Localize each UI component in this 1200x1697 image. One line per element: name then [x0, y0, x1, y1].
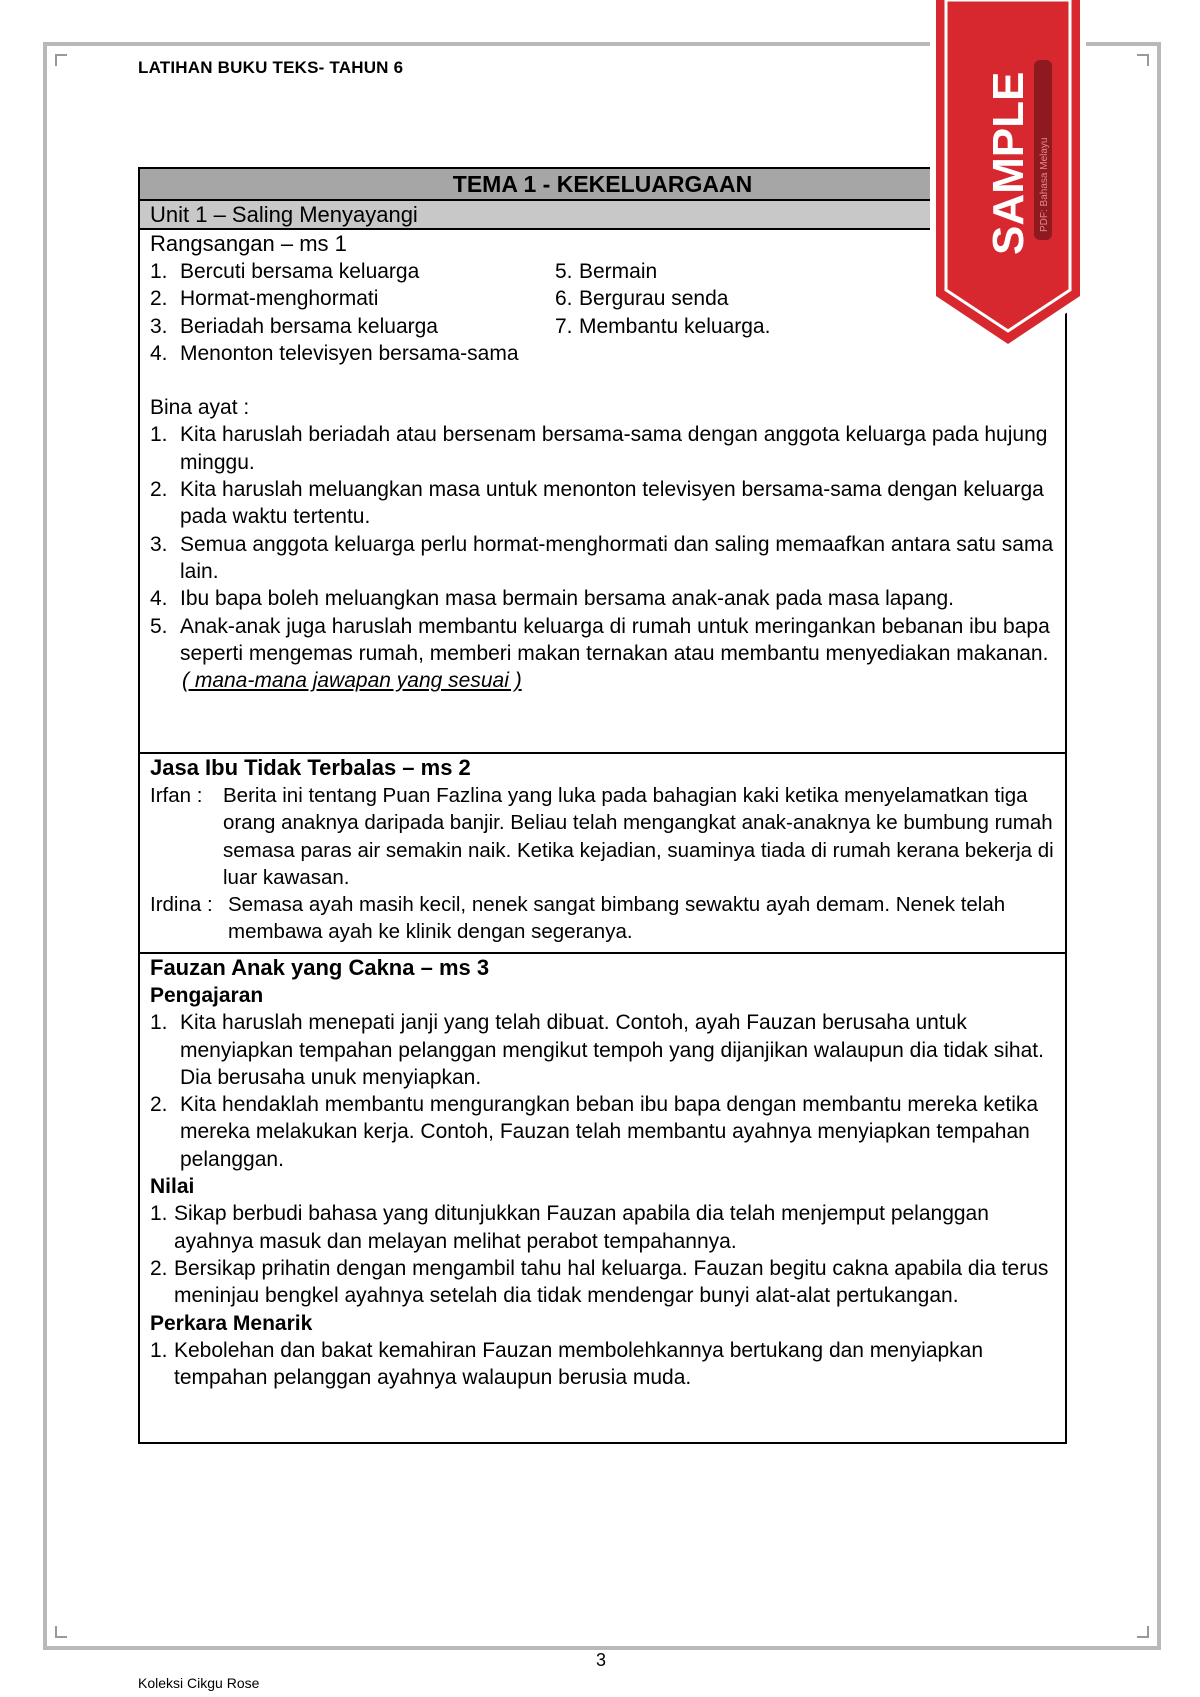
item-text: Kita haruslah beriadah atau bersenam bersama-sama dengan anggota keluarga pada hujung minggu. [180, 423, 1048, 474]
item-text: Menonton televisyen bersama-sama [180, 341, 519, 365]
item-text: Hormat-menghormati [180, 287, 379, 311]
dialog-text: Berita ini tentang Puan Fazlina yang luka pada bahagian kaki ketika menyelamatkan tiga orang anaknya daripada banjir. Beliau telah mengangkat anak-anaknya ke bumbung rumah semasa paras air semakin naik. Ketika kejadian, suaminya tiada di rumah kerana bekerja di luar kawasan. [223, 784, 1054, 889]
list-item [150, 1009, 1057, 1091]
item-number: 5. [555, 260, 573, 283]
list-item [150, 1255, 1057, 1310]
item-text: Ibu bapa boleh meluangkan masa bermain bersama anak-anak pada masa lapang. [180, 587, 955, 611]
nilai-label: Nilai [150, 1175, 195, 1199]
list-item [150, 613, 1057, 668]
item-text: Bergurau senda [579, 287, 729, 311]
crop-mark [55, 54, 67, 66]
dialog-irfan [150, 782, 1057, 891]
section-title: Fauzan Anak yang Cakna – ms 3 [150, 955, 490, 980]
list-item [150, 313, 555, 340]
crop-mark [55, 1626, 67, 1638]
section-title: Jasa Ibu Tidak Terbalas – ms 2 [150, 755, 471, 780]
dialog-text: Semasa ayah masih kecil, nenek sangat bimbang sewaktu ayah demam. Nenek telah membawa ayah ke klinik dengan segeranya. [228, 893, 1006, 944]
footer-credit: Koleksi Cikgu Rose [138, 1675, 260, 1691]
bina-ayat-list [150, 421, 1057, 667]
item-text: Anak-anak juga haruslah membantu keluarga di rumah untuk meringankan bebanan ibu bapa seperti mengemas rumah, memberi makan ternakan atau membantu menyediakan makanan. [180, 614, 1050, 665]
item-number: 2. [150, 1093, 168, 1117]
item-number: 1. [150, 260, 168, 283]
list-item [150, 421, 1057, 476]
item-number: 1. [150, 1202, 168, 1226]
item-text: Beriadah bersama keluarga [180, 314, 438, 338]
item-text: Bermain [579, 260, 658, 283]
item-number: 1. [150, 1011, 168, 1035]
bina-ayat-label: Bina ayat : [150, 396, 250, 420]
perkara-menarik-list [150, 1337, 1057, 1392]
item-text: Membantu keluarga. [579, 314, 771, 338]
page-number: 3 [596, 1650, 607, 1670]
pengajaran-label: Pengajaran [150, 984, 264, 1007]
list-item [150, 1091, 1057, 1173]
theme-title: TEMA 1 - KEKELUARGAAN [140, 169, 1065, 201]
item-text: Bersikap prihatin dengan mengambil tahu hal keluarga. Fauzan begitu cakna apabila dia terus meninjau bengkel ayahnya setelah dia tidak mendengar bunyi alat-alat pertukangan. [174, 1256, 1049, 1308]
section-title: Rangsangan – ms 1 [150, 231, 347, 256]
item-text: Bercuti bersama keluarga [180, 260, 420, 283]
document-header: LATIHAN BUKU TEKS- TAHUN 6 [138, 58, 404, 77]
item-number: 2. [150, 1256, 168, 1280]
item-number: 6. [555, 287, 573, 311]
section-fauzan [140, 952, 1065, 1391]
list-item [150, 1200, 1057, 1255]
list-item [150, 285, 555, 312]
speaker-label: Irdina : [150, 893, 213, 917]
unit-title: Unit 1 – Saling Menyayangi [140, 201, 1065, 230]
item-number: 2. [150, 287, 168, 311]
item-number: 4. [150, 341, 168, 365]
item-number: 5. [150, 614, 168, 638]
list-item [150, 531, 1057, 586]
list-item [150, 258, 555, 285]
dialog-irdina [150, 891, 1057, 946]
item-text: Kita haruslah meluangkan masa untuk menonton televisyen bersama-sama dengan keluarga pada waktu tertentu. [180, 478, 1044, 529]
content-table [138, 167, 1067, 1444]
item-text: Kita haruslah menepati janji yang telah dibuat. Contoh, ayah Fauzan berusaha untuk menyiapkan tempahan pelanggan mengikut tempoh yang dijanjikan walaupun dia tidak sihat. Dia berusaha unuk menyiapkan. [180, 1011, 1044, 1089]
perkara-menarik-label: Perkara Menarik [150, 1311, 313, 1335]
item-number: 7. [555, 314, 573, 338]
item-text: Sikap berbudi bahasa yang ditunjukkan Fauzan apabila dia telah menjemput pelanggan ayahnya masuk dan melayan melihat perabot tempahannya. [174, 1202, 989, 1253]
sample-ribbon [928, 0, 1088, 352]
item-number: 3. [150, 532, 168, 556]
ribbon-label: SAMPLE [984, 71, 1033, 255]
item-number: 1. [150, 423, 168, 447]
nilai-list [150, 1200, 1057, 1309]
crop-mark [1137, 54, 1149, 66]
list-item [150, 476, 1057, 531]
answer-note: ( mana-mana jawapan yang sesuai ) [182, 669, 522, 693]
speaker-label: Irfan : [150, 784, 203, 807]
item-text: Kita hendaklah membantu mengurangkan beban ibu bapa dengan membantu mereka ketika mereka melakukan kerja. Contoh, Fauzan telah membantu ayahnya menyiapkan tempahan pelanggan. [180, 1093, 1039, 1171]
section-jasa-ibu [140, 752, 1065, 952]
crop-mark [1137, 1626, 1149, 1638]
list-item [150, 1337, 1057, 1392]
rangsangan-list [150, 258, 1057, 367]
pengajaran-list [150, 1009, 1057, 1173]
section-rangsangan [140, 230, 1065, 752]
list-item [150, 585, 1057, 612]
item-number: 3. [150, 314, 168, 338]
item-number: 4. [150, 587, 168, 611]
item-text: Kebolehan dan bakat kemahiran Fauzan membolehkannya bertukang dan menyiapkan tempahan pelanggan ayahnya walaupun berusia muda. [174, 1338, 984, 1390]
list-item [150, 340, 555, 367]
item-number: 2. [150, 478, 168, 502]
ribbon-tag-text: PDF: Bahasa Melayu [1039, 137, 1050, 232]
item-text: Semua anggota keluarga perlu hormat-menghormati dan saling memaafkan antara satu sama lain. [180, 532, 1054, 583]
item-number: 1. [150, 1338, 168, 1362]
rangsangan-left-list [150, 258, 555, 367]
